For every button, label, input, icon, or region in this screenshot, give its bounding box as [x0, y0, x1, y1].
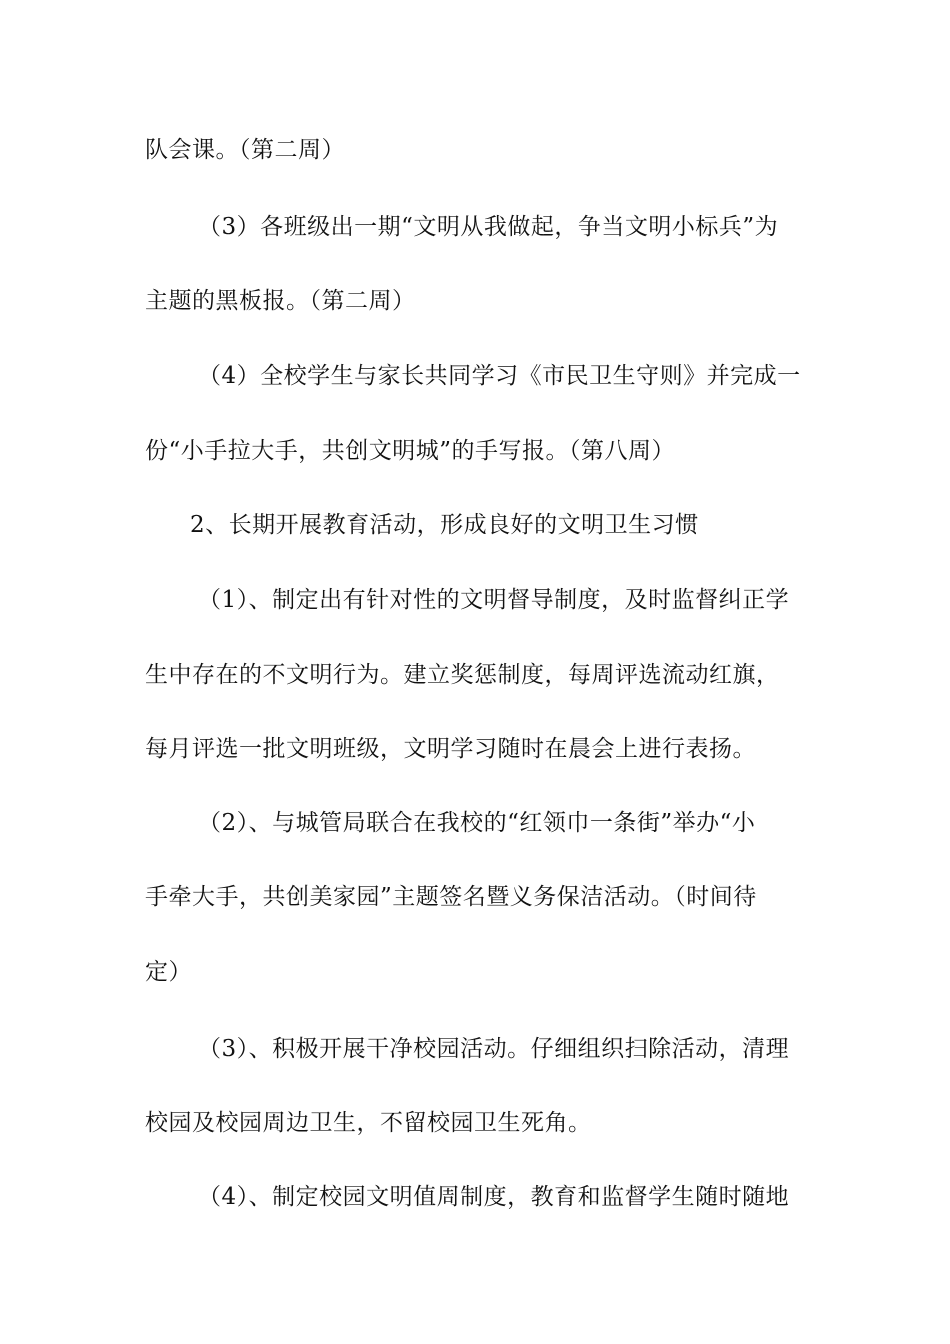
text-line: （1）、制定出有针对性的文明督导制度，及时监督纠正学	[198, 587, 790, 613]
text-line: 每月评选一批文明班级，文明学习随时在晨会上进行表扬。	[145, 736, 756, 762]
text-line: （3）各班级出一期“文明从我做起，争当文明小标兵”为	[198, 214, 779, 240]
text-line: （3）、积极开展干净校园活动。仔细组织扫除活动，清理	[198, 1036, 790, 1062]
text-line: 校园及校园周边卫生，不留校园卫生死角。	[145, 1110, 592, 1136]
text-line: 定）	[145, 959, 192, 985]
section-heading: 2、长期开展教育活动，形成良好的文明卫生习惯	[190, 512, 699, 538]
text-line: 份“小手拉大手，共创文明城”的手写报。（第八周）	[145, 438, 676, 464]
text-line: 手牵大手，共创美家园”主题签名暨义务保洁活动。（时间待	[145, 884, 757, 910]
text-line: （4）、制定校园文明值周制度，教育和监督学生随时随地	[198, 1184, 790, 1210]
text-line: 主题的黑板报。（第二周）	[145, 288, 416, 314]
text-line: 队会课。（第二周）	[145, 137, 345, 163]
text-line: 生中存在的不文明行为。建立奖惩制度，每周评选流动红旗，	[145, 662, 780, 688]
text-line: （4）全校学生与家长共同学习《市民卫生守则》并完成一	[198, 363, 801, 389]
text-line: （2）、与城管局联合在我校的“红领巾一条街”举办“小	[198, 810, 756, 836]
